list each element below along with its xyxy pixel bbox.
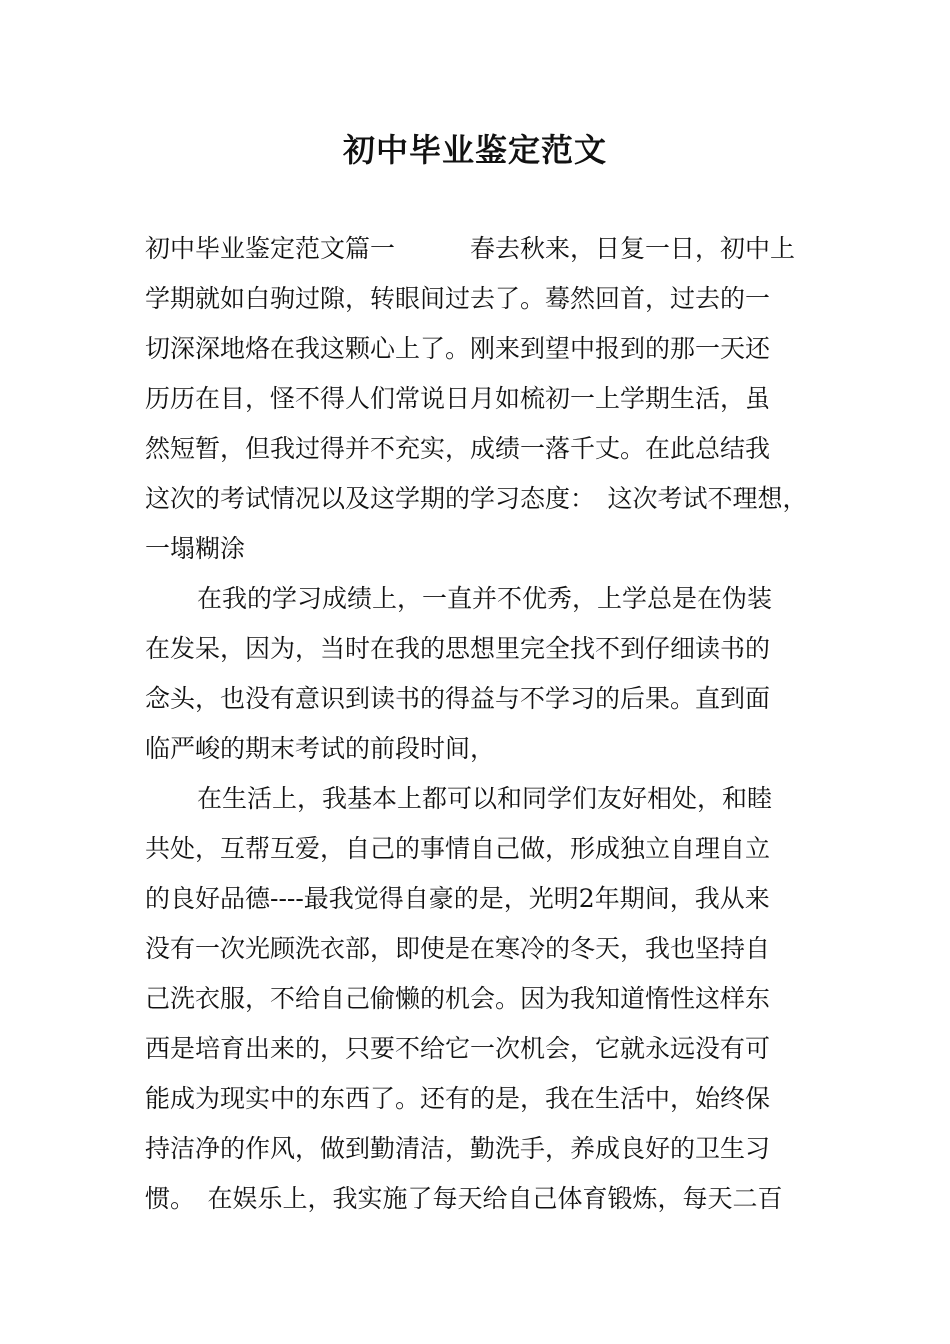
body-line: 学期就如白驹过隙，转眼间过去了。蓦然回首，过去的一 xyxy=(145,284,771,313)
body-line: 没有一次光顾洗衣部，即使是在寒冷的冬天，我也坚持自 xyxy=(145,934,771,963)
body-line: 切深深地烙在我这颗心上了。刚来到望中报到的那一天还 xyxy=(145,334,771,363)
body-line: 这次的考试情况以及这学期的学习态度： 这次考试不理想， xyxy=(145,484,808,513)
body-line: 能成为现实中的东西了。还有的是，我在生活中，始终保 xyxy=(145,1084,771,1113)
body-line: 共处，互帮互爱，自己的事情自己做，形成独立自理自立 xyxy=(145,834,771,863)
body-line: 己洗衣服，不给自己偷懒的机会。因为我知道惰性这样东 xyxy=(145,984,771,1013)
document-body xyxy=(145,224,815,1224)
body-line: 在生活上，我基本上都可以和同学们友好相处，和睦 xyxy=(197,784,773,813)
body-line: 惯。 在娱乐上，我实施了每天给自己体育锻炼，每天二百 xyxy=(145,1184,783,1213)
body-line: 初中毕业鉴定范文篇一 春去秋来，日复一日，初中上 xyxy=(145,234,796,263)
body-line: 一塌糊涂 xyxy=(145,534,246,563)
body-line: 西是培育出来的，只要不给它一次机会，它就永远没有可 xyxy=(145,1034,771,1063)
body-line: 在我的学习成绩上，一直并不优秀，上学总是在伪装 xyxy=(197,584,773,613)
body-line: 在发呆，因为，当时在我的思想里完全找不到仔细读书的 xyxy=(145,634,771,663)
body-line: 持洁净的作风，做到勤清洁，勤洗手，养成良好的卫生习 xyxy=(145,1134,771,1163)
body-line: 然短暂，但我过得并不充实，成绩一落千丈。在此总结我 xyxy=(145,434,771,463)
document-title: 初中毕业鉴定范文 xyxy=(342,131,607,169)
body-line: 念头，也没有意识到读书的得益与不学习的后果。直到面 xyxy=(145,684,771,713)
body-line: 临严峻的期末考试的前段时间， xyxy=(145,734,496,763)
body-line: 历历在目，怪不得人们常说日月如梳初一上学期生活，虽 xyxy=(145,384,771,413)
body-line: 的良好品德----最我觉得自豪的是，光明2年期间，我从来 xyxy=(145,884,770,913)
